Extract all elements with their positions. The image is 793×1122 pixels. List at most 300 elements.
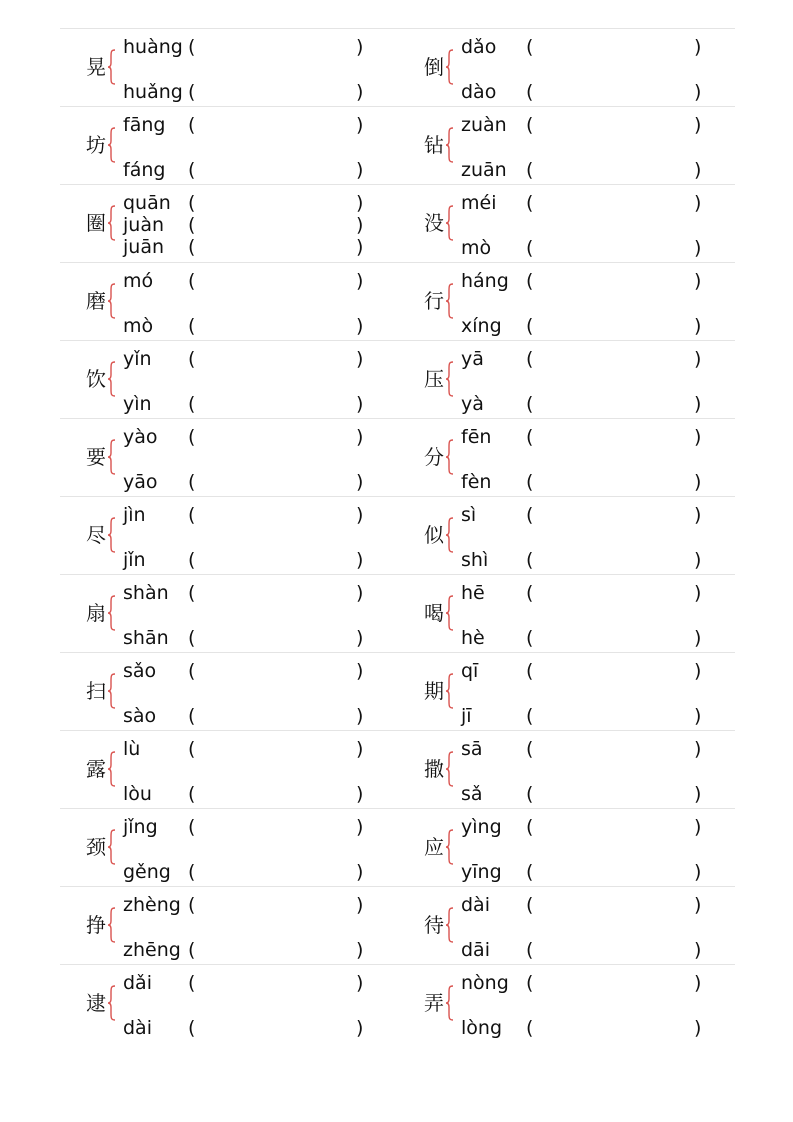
hanzi-character: 似	[424, 523, 444, 547]
hanzi-character: 逮	[86, 991, 106, 1015]
answer-blank-close-paren: )	[356, 504, 364, 526]
curly-brace-icon	[107, 985, 117, 1021]
pinyin-reading-line	[461, 782, 711, 806]
pinyin-label: yà	[461, 393, 484, 415]
curly-brace-icon	[445, 829, 455, 865]
answer-blank-close-paren: )	[356, 315, 364, 337]
answer-blank-close-paren: )	[694, 237, 702, 259]
polyphone-entry	[398, 965, 736, 1042]
polyphone-entry	[60, 575, 398, 652]
answer-blank-open-paren: (	[526, 705, 534, 727]
pinyin-label: méi	[461, 192, 497, 214]
answer-blank-open-paren: (	[526, 1017, 534, 1039]
answer-blank-close-paren: )	[356, 861, 364, 883]
answer-blank-open-paren: (	[526, 549, 534, 571]
answer-blank-close-paren: )	[356, 582, 364, 604]
pinyin-reading-line	[123, 470, 373, 494]
answer-blank-open-paren: (	[526, 738, 534, 760]
pinyin-reading-line	[123, 659, 373, 683]
answer-blank-open-paren: (	[188, 471, 196, 493]
polyphone-entry	[60, 497, 398, 574]
hanzi-character: 喝	[424, 601, 444, 625]
hanzi-character: 倒	[424, 55, 444, 79]
pinyin-reading-line	[123, 425, 373, 449]
pinyin-label: yìn	[123, 393, 152, 415]
hanzi-character: 待	[424, 913, 444, 937]
curly-brace-icon	[445, 49, 455, 85]
answer-blank-close-paren: )	[356, 192, 364, 214]
pinyin-reading-line	[461, 269, 711, 293]
polyphone-entry	[60, 185, 398, 262]
pinyin-reading-line	[123, 737, 373, 761]
pinyin-label: fēn	[461, 426, 492, 448]
answer-blank-open-paren: (	[188, 393, 196, 415]
pinyin-reading-line	[123, 235, 373, 259]
answer-blank-close-paren: )	[356, 393, 364, 415]
answer-blank-close-paren: )	[356, 627, 364, 649]
pinyin-reading-line	[123, 782, 373, 806]
polyphone-entry	[60, 419, 398, 496]
pinyin-reading-line	[123, 971, 373, 995]
pinyin-label: nòng	[461, 972, 509, 994]
pinyin-label: jìn	[123, 504, 146, 526]
pinyin-label: sǎ	[461, 783, 483, 805]
answer-blank-open-paren: (	[526, 660, 534, 682]
curly-brace-icon	[107, 49, 117, 85]
answer-blank-open-paren: (	[188, 315, 196, 337]
pinyin-reading-line	[461, 470, 711, 494]
pinyin-label: juàn	[123, 214, 165, 236]
pinyin-reading-line	[123, 314, 373, 338]
answer-blank-close-paren: )	[694, 81, 702, 103]
answer-blank-open-paren: (	[526, 894, 534, 916]
answer-blank-close-paren: )	[694, 549, 702, 571]
pinyin-label: zuàn	[461, 114, 507, 136]
pinyin-reading-line	[461, 548, 711, 572]
answer-blank-close-paren: )	[356, 1017, 364, 1039]
answer-blank-close-paren: )	[356, 426, 364, 448]
pinyin-reading-line	[461, 581, 711, 605]
pinyin-reading-line	[123, 704, 373, 728]
answer-blank-open-paren: (	[188, 939, 196, 961]
answer-blank-open-paren: (	[526, 627, 534, 649]
answer-blank-close-paren: )	[356, 270, 364, 292]
pinyin-reading-line	[123, 80, 373, 104]
pinyin-label: hè	[461, 627, 485, 649]
answer-blank-close-paren: )	[356, 894, 364, 916]
hanzi-character: 分	[424, 445, 444, 469]
pinyin-reading-line	[123, 938, 373, 962]
pinyin-label: dāi	[461, 939, 490, 961]
hanzi-character: 圈	[86, 211, 106, 235]
pinyin-label: fèn	[461, 471, 492, 493]
answer-blank-open-paren: (	[188, 816, 196, 838]
answer-blank-close-paren: )	[356, 738, 364, 760]
pinyin-label: zhèng	[123, 894, 181, 916]
answer-blank-open-paren: (	[188, 627, 196, 649]
polyphone-entry	[60, 731, 398, 808]
pinyin-reading-line	[123, 626, 373, 650]
polyphone-entry	[398, 107, 736, 184]
answer-blank-close-paren: )	[694, 738, 702, 760]
polyphone-entry	[398, 653, 736, 730]
pinyin-reading-line	[461, 1016, 711, 1040]
hanzi-character: 行	[424, 289, 444, 313]
answer-blank-open-paren: (	[526, 315, 534, 337]
answer-blank-open-paren: (	[188, 81, 196, 103]
answer-blank-close-paren: )	[694, 783, 702, 805]
polyphone-exercise-sheet	[60, 28, 735, 1042]
polyphone-entry	[398, 809, 736, 886]
answer-blank-close-paren: )	[356, 348, 364, 370]
pinyin-label: shān	[123, 627, 169, 649]
pinyin-label: fáng	[123, 159, 166, 181]
curly-brace-icon	[445, 205, 455, 241]
pinyin-reading-line	[123, 548, 373, 572]
curly-brace-icon	[445, 361, 455, 397]
pinyin-reading-line	[461, 425, 711, 449]
polyphone-entry	[398, 887, 736, 964]
answer-blank-close-paren: )	[356, 36, 364, 58]
exercise-row	[60, 496, 735, 574]
pinyin-label: qī	[461, 660, 479, 682]
answer-blank-close-paren: )	[694, 627, 702, 649]
answer-blank-open-paren: (	[526, 81, 534, 103]
answer-blank-open-paren: (	[188, 660, 196, 682]
curly-brace-icon	[107, 205, 117, 241]
hanzi-character: 要	[86, 445, 106, 469]
answer-blank-close-paren: )	[694, 504, 702, 526]
polyphone-entry	[398, 263, 736, 340]
curly-brace-icon	[107, 517, 117, 553]
curly-brace-icon	[107, 907, 117, 943]
answer-blank-open-paren: (	[526, 504, 534, 526]
pinyin-reading-line	[123, 191, 373, 215]
answer-blank-open-paren: (	[526, 393, 534, 415]
hanzi-character: 晃	[86, 55, 106, 79]
answer-blank-close-paren: )	[356, 159, 364, 181]
curly-brace-icon	[445, 283, 455, 319]
pinyin-label: dǎo	[461, 36, 497, 58]
curly-brace-icon	[107, 283, 117, 319]
answer-blank-close-paren: )	[356, 939, 364, 961]
hanzi-character: 没	[424, 211, 444, 235]
polyphone-entry	[398, 29, 736, 106]
answer-blank-open-paren: (	[188, 114, 196, 136]
pinyin-reading-line	[123, 392, 373, 416]
exercise-row	[60, 262, 735, 340]
curly-brace-icon	[445, 907, 455, 943]
answer-blank-close-paren: )	[694, 426, 702, 448]
answer-blank-close-paren: )	[356, 81, 364, 103]
answer-blank-open-paren: (	[526, 192, 534, 214]
answer-blank-close-paren: )	[356, 214, 364, 236]
pinyin-reading-line	[461, 392, 711, 416]
answer-blank-close-paren: )	[694, 705, 702, 727]
hanzi-character: 压	[424, 367, 444, 391]
pinyin-label: dǎi	[123, 972, 152, 994]
pinyin-reading-line	[461, 158, 711, 182]
pinyin-label: gěng	[123, 861, 171, 883]
answer-blank-open-paren: (	[188, 426, 196, 448]
exercise-row	[60, 184, 735, 262]
pinyin-reading-line	[123, 893, 373, 917]
pinyin-label: jǐn	[123, 549, 146, 571]
pinyin-label: sǎo	[123, 660, 157, 682]
curly-brace-icon	[445, 127, 455, 163]
answer-blank-open-paren: (	[188, 192, 196, 214]
pinyin-reading-line	[123, 158, 373, 182]
pinyin-label: mò	[123, 315, 154, 337]
pinyin-label: lù	[123, 738, 141, 760]
pinyin-reading-line	[123, 269, 373, 293]
pinyin-label: yào	[123, 426, 158, 448]
pinyin-reading-line	[461, 80, 711, 104]
pinyin-reading-line	[123, 860, 373, 884]
pinyin-reading-line	[461, 815, 711, 839]
pinyin-reading-line	[461, 35, 711, 59]
answer-blank-open-paren: (	[188, 36, 196, 58]
answer-blank-close-paren: )	[356, 660, 364, 682]
answer-blank-close-paren: )	[694, 972, 702, 994]
polyphone-entry	[60, 965, 398, 1042]
polyphone-entry	[398, 341, 736, 418]
exercise-row	[60, 652, 735, 730]
exercise-row	[60, 574, 735, 652]
hanzi-character: 挣	[86, 913, 106, 937]
pinyin-reading-line	[123, 347, 373, 371]
pinyin-label: quān	[123, 192, 171, 214]
pinyin-label: yāo	[123, 471, 158, 493]
answer-blank-close-paren: )	[694, 393, 702, 415]
answer-blank-close-paren: )	[694, 159, 702, 181]
pinyin-label: jǐng	[123, 816, 158, 838]
pinyin-label: fāng	[123, 114, 166, 136]
answer-blank-open-paren: (	[188, 348, 196, 370]
answer-blank-open-paren: (	[188, 738, 196, 760]
answer-blank-close-paren: )	[356, 549, 364, 571]
curly-brace-icon	[107, 361, 117, 397]
exercise-row	[60, 730, 735, 808]
answer-blank-open-paren: (	[526, 861, 534, 883]
polyphone-entry	[398, 185, 736, 262]
pinyin-reading-line	[461, 113, 711, 137]
answer-blank-open-paren: (	[188, 582, 196, 604]
answer-blank-open-paren: (	[526, 159, 534, 181]
pinyin-reading-line	[123, 213, 373, 237]
answer-blank-open-paren: (	[188, 861, 196, 883]
answer-blank-close-paren: )	[694, 471, 702, 493]
exercise-row	[60, 28, 735, 106]
pinyin-reading-line	[461, 314, 711, 338]
answer-blank-close-paren: )	[694, 894, 702, 916]
pinyin-label: sào	[123, 705, 157, 727]
polyphone-entry	[60, 29, 398, 106]
polyphone-entry	[398, 575, 736, 652]
answer-blank-open-paren: (	[188, 549, 196, 571]
answer-blank-close-paren: )	[694, 36, 702, 58]
pinyin-label: háng	[461, 270, 509, 292]
pinyin-label: mò	[461, 237, 492, 259]
answer-blank-close-paren: )	[694, 192, 702, 214]
pinyin-label: xíng	[461, 315, 502, 337]
curly-brace-icon	[107, 673, 117, 709]
polyphone-entry	[60, 887, 398, 964]
answer-blank-close-paren: )	[356, 705, 364, 727]
hanzi-character: 颈	[86, 835, 106, 859]
answer-blank-open-paren: (	[526, 237, 534, 259]
answer-blank-close-paren: )	[694, 816, 702, 838]
hanzi-character: 钻	[424, 133, 444, 157]
answer-blank-close-paren: )	[356, 236, 364, 258]
pinyin-label: juān	[123, 236, 165, 258]
hanzi-character: 期	[424, 679, 444, 703]
pinyin-reading-line	[461, 938, 711, 962]
answer-blank-close-paren: )	[694, 939, 702, 961]
exercise-row	[60, 340, 735, 418]
hanzi-character: 撒	[424, 757, 444, 781]
answer-blank-open-paren: (	[188, 894, 196, 916]
answer-blank-close-paren: )	[694, 861, 702, 883]
pinyin-label: mó	[123, 270, 154, 292]
pinyin-reading-line	[461, 236, 711, 260]
pinyin-reading-line	[461, 347, 711, 371]
answer-blank-close-paren: )	[356, 816, 364, 838]
pinyin-label: dào	[461, 81, 497, 103]
answer-blank-close-paren: )	[694, 114, 702, 136]
pinyin-label: huàng	[123, 36, 183, 58]
curly-brace-icon	[445, 517, 455, 553]
hanzi-character: 露	[86, 757, 106, 781]
polyphone-entry	[60, 263, 398, 340]
answer-blank-close-paren: )	[356, 114, 364, 136]
answer-blank-close-paren: )	[694, 660, 702, 682]
pinyin-reading-line	[461, 626, 711, 650]
curly-brace-icon	[107, 595, 117, 631]
pinyin-label: lòu	[123, 783, 152, 805]
answer-blank-close-paren: )	[694, 582, 702, 604]
pinyin-reading-line	[461, 737, 711, 761]
pinyin-reading-line	[123, 1016, 373, 1040]
pinyin-label: sā	[461, 738, 483, 760]
polyphone-entry	[60, 809, 398, 886]
answer-blank-close-paren: )	[694, 315, 702, 337]
pinyin-reading-line	[461, 191, 711, 215]
pinyin-label: sì	[461, 504, 477, 526]
polyphone-entry	[398, 419, 736, 496]
polyphone-entry	[60, 653, 398, 730]
curly-brace-icon	[107, 439, 117, 475]
answer-blank-open-paren: (	[526, 426, 534, 448]
answer-blank-open-paren: (	[188, 236, 196, 258]
exercise-row	[60, 418, 735, 496]
hanzi-character: 弄	[424, 991, 444, 1015]
answer-blank-close-paren: )	[356, 783, 364, 805]
answer-blank-open-paren: (	[526, 972, 534, 994]
pinyin-reading-line	[461, 503, 711, 527]
exercise-row	[60, 808, 735, 886]
pinyin-reading-line	[461, 704, 711, 728]
pinyin-label: shàn	[123, 582, 169, 604]
pinyin-label: shì	[461, 549, 489, 571]
pinyin-reading-line	[123, 581, 373, 605]
answer-blank-open-paren: (	[526, 348, 534, 370]
pinyin-reading-line	[123, 503, 373, 527]
exercise-row	[60, 886, 735, 964]
answer-blank-close-paren: )	[694, 270, 702, 292]
pinyin-reading-line	[461, 659, 711, 683]
pinyin-reading-line	[123, 113, 373, 137]
pinyin-reading-line	[123, 815, 373, 839]
pinyin-label: zhēng	[123, 939, 181, 961]
pinyin-reading-line	[461, 860, 711, 884]
answer-blank-open-paren: (	[526, 582, 534, 604]
answer-blank-open-paren: (	[526, 939, 534, 961]
answer-blank-open-paren: (	[188, 159, 196, 181]
pinyin-label: hē	[461, 582, 485, 604]
answer-blank-open-paren: (	[188, 504, 196, 526]
pinyin-reading-line	[123, 35, 373, 59]
answer-blank-open-paren: (	[526, 114, 534, 136]
curly-brace-icon	[107, 751, 117, 787]
curly-brace-icon	[445, 595, 455, 631]
pinyin-label: yīng	[461, 861, 502, 883]
pinyin-label: lòng	[461, 1017, 503, 1039]
answer-blank-open-paren: (	[526, 783, 534, 805]
pinyin-label: zuān	[461, 159, 507, 181]
answer-blank-open-paren: (	[188, 214, 196, 236]
curly-brace-icon	[445, 439, 455, 475]
polyphone-entry	[398, 497, 736, 574]
answer-blank-close-paren: )	[694, 1017, 702, 1039]
answer-blank-open-paren: (	[188, 1017, 196, 1039]
answer-blank-open-paren: (	[188, 270, 196, 292]
pinyin-reading-line	[461, 971, 711, 995]
hanzi-character: 尽	[86, 523, 106, 547]
answer-blank-open-paren: (	[188, 783, 196, 805]
answer-blank-open-paren: (	[526, 816, 534, 838]
answer-blank-open-paren: (	[188, 972, 196, 994]
answer-blank-close-paren: )	[356, 972, 364, 994]
hanzi-character: 坊	[86, 133, 106, 157]
hanzi-character: 扇	[86, 601, 106, 625]
pinyin-reading-line	[461, 893, 711, 917]
hanzi-character: 磨	[86, 289, 106, 313]
curly-brace-icon	[445, 985, 455, 1021]
curly-brace-icon	[107, 829, 117, 865]
curly-brace-icon	[445, 751, 455, 787]
answer-blank-open-paren: (	[526, 36, 534, 58]
pinyin-label: yìng	[461, 816, 502, 838]
polyphone-entry	[60, 341, 398, 418]
pinyin-label: yǐn	[123, 348, 152, 370]
answer-blank-open-paren: (	[526, 471, 534, 493]
pinyin-label: dài	[461, 894, 490, 916]
pinyin-label: yā	[461, 348, 484, 370]
answer-blank-open-paren: (	[526, 270, 534, 292]
answer-blank-close-paren: )	[356, 471, 364, 493]
curly-brace-icon	[445, 673, 455, 709]
pinyin-label: jī	[461, 705, 472, 727]
answer-blank-close-paren: )	[694, 348, 702, 370]
exercise-row	[60, 964, 735, 1042]
polyphone-entry	[60, 107, 398, 184]
hanzi-character: 应	[424, 835, 444, 859]
pinyin-label: dài	[123, 1017, 152, 1039]
answer-blank-open-paren: (	[188, 705, 196, 727]
hanzi-character: 扫	[86, 679, 106, 703]
curly-brace-icon	[107, 127, 117, 163]
